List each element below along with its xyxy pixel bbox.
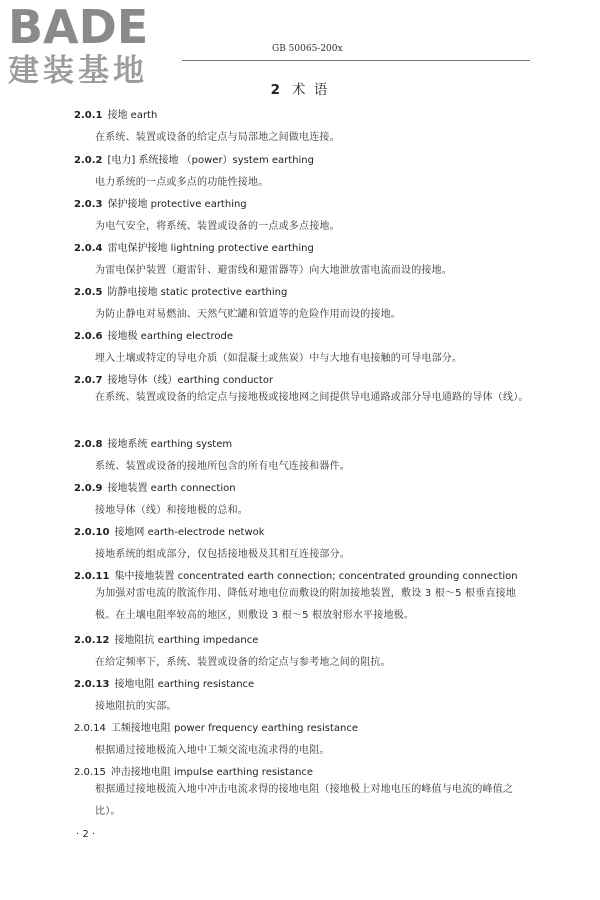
term-heading: [74, 567, 518, 582]
term-number: 2.0.3: [74, 199, 103, 210]
term-definition: 根据通过接地极流入地中工频交流电流求得的电阻。: [95, 745, 330, 756]
term-name: 接地网 earth-electrode netwok: [114, 527, 265, 538]
term-number: 2.0.1: [74, 110, 103, 121]
term-name: 接地电阻 earthing resistance: [114, 679, 255, 690]
term-number: 2.0.4: [74, 243, 103, 254]
term-definition: 为电气安全，将系统、装置或设备的一点或多点接地。: [95, 221, 340, 232]
term-name: 防静电接地 static protective earthing: [107, 287, 288, 298]
term-name: 保护接地 protective earthing: [107, 199, 247, 210]
term-definition: 埋入土壤或特定的导电介质（如混凝土或焦炭）中与大地有电接触的可导电部分。: [95, 353, 463, 364]
term-number: 2.0.14: [74, 723, 106, 734]
term-name: 接地装置 earth connection: [107, 483, 236, 494]
term-heading: [74, 106, 157, 121]
term-name: 雷电保护接地 lightning protective earthing: [107, 243, 314, 254]
logo-wordmark: BADE: [8, 0, 149, 54]
term-number: 2.0.11: [74, 571, 110, 582]
term-name: 集中接地装置 concentrated earth connection; concentrated grounding connection: [114, 571, 518, 582]
term-heading: [74, 195, 247, 210]
term-number: 2.0.5: [74, 287, 103, 298]
term-heading: [74, 719, 358, 734]
term-name: 接地阻抗 earthing impedance: [114, 635, 259, 646]
term-definition: 电力系统的一点或多点的功能性接地。: [95, 177, 269, 188]
term-heading: [74, 151, 314, 166]
term-number: 2.0.6: [74, 331, 103, 342]
term-name: 接地导体（线）earthing conductor: [107, 375, 274, 386]
logo-subtitle: 建装基地: [8, 53, 148, 89]
term-number: 2.0.2: [74, 155, 103, 166]
term-definition: 接地导体（线）和接地极的总和。: [95, 505, 248, 516]
term-definition: 接地阻抗的实部。: [95, 701, 177, 712]
term-definition: 接地系统的组成部分，仅包括接地极及其相互连接部分。: [95, 549, 350, 560]
term-definition: 为雷电保护装置（避雷针、避雷线和避雷器等）向大地泄放雷电流而设的接地。: [95, 265, 452, 276]
term-heading: [74, 283, 287, 298]
term-number: 2.0.13: [74, 679, 110, 690]
term-name: 工频接地电阻 power frequency earthing resistance: [110, 723, 358, 734]
term-number: 2.0.10: [74, 527, 110, 538]
term-definition: 为加强对雷电流的散流作用、降低对地电位而敷设的附加接地装置，敷设 3 根～5 根垂直接地极。在土壤电阻率较高的地区，则敷设 3 根～5 根放射形水平接地极。: [95, 588, 517, 621]
term-name: 冲击接地电阻 impulse earthing resistance: [110, 767, 314, 778]
bade-logo: [8, 0, 178, 89]
term-number: 2.0.12: [74, 635, 110, 646]
term-heading: [74, 675, 254, 690]
term-number: 2.0.7: [74, 375, 103, 386]
term-heading: [74, 239, 314, 254]
term-definition: 在系统、装置或设备的给定点与接地极或接地网之间提供导电通路或部分导电通路的导体（线）。: [95, 392, 529, 403]
term-number: 2.0.9: [74, 483, 103, 494]
page-number: · 2 ·: [76, 829, 96, 840]
term-number: 2.0.15: [74, 767, 106, 778]
term-name: [电力] 系统接地 （power）system earthing: [107, 155, 314, 166]
term-definition: 在系统、装置或设备的给定点与局部地之间做电连接。: [95, 132, 340, 143]
term-heading: [74, 631, 258, 646]
term-definition: 在给定频率下，系统、装置或设备的给定点与参考地之间的阻抗。: [95, 657, 391, 668]
chapter-number: 2: [270, 82, 283, 98]
term-heading: [74, 479, 236, 494]
term-heading: [74, 523, 265, 538]
chapter-title: 术 语: [292, 82, 330, 98]
term-name: 接地极 earthing electrode: [107, 331, 233, 342]
term-heading: [74, 763, 313, 778]
term-definition: 为防止静电对易燃油、天然气贮罐和管道等的危险作用而设的接地。: [95, 309, 401, 320]
chapter-heading: [0, 78, 600, 98]
header-rule: [182, 60, 530, 61]
term-heading: [74, 327, 233, 342]
term-name: 接地系统 earthing system: [107, 439, 233, 450]
term-heading: [74, 435, 232, 450]
term-number: 2.0.8: [74, 439, 103, 450]
term-heading: [74, 371, 273, 386]
term-definition: 系统、装置或设备的接地所包含的所有电气连接和器件。: [95, 461, 350, 472]
standard-code: GB 50065-200x: [272, 44, 343, 54]
term-name: 接地 earth: [107, 110, 158, 121]
term-definition: 根据通过接地极流入地中冲击电流求得的接地电阻（接地极上对地电压的峰值与电流的峰值之比）。: [95, 784, 514, 817]
